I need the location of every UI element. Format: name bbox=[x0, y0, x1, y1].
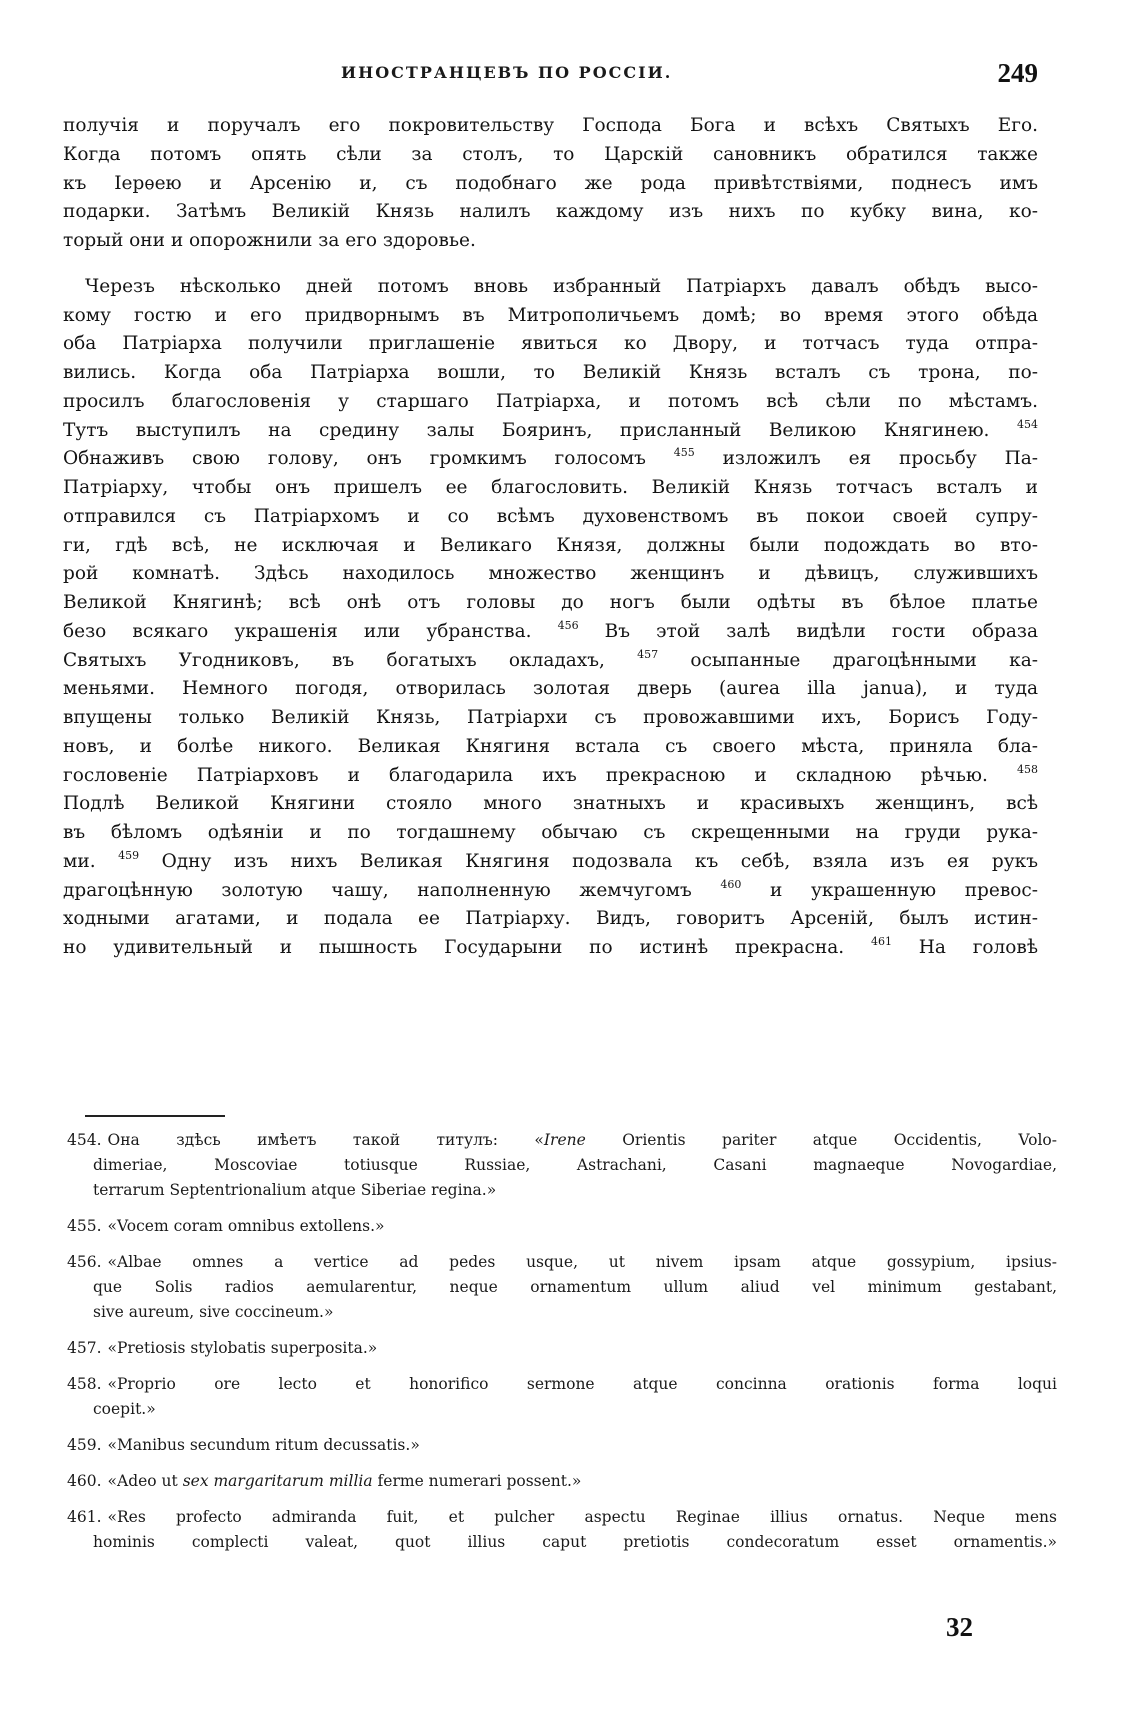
text-line: Подлѣ Великой Княгини стояло много знатныхъ и красивыхъ женщинъ, всѣ bbox=[63, 793, 1038, 815]
text-line: рой комнатѣ. Здѣсь находилось множество женщинъ и дѣвицъ, служившихъ bbox=[63, 563, 1038, 585]
footnote-line: dimeriae, Moscoviae totiusque Russiae, Astrachani, Casani magnaeque Novogardiae, bbox=[93, 1156, 1057, 1174]
text-line: Великой Княгинѣ; всѣ онѣ отъ головы до ногъ были одѣты въ бѣлое платье bbox=[63, 592, 1038, 613]
footnote-line: que Solis radios aemularentur, neque ornamentum ullum aliud vel minimum gestabant, bbox=[93, 1278, 1057, 1296]
text-line: Обнаживъ свою голову, онъ громкимъ голосомъ $^{455}$ изложилъ ея просьбу Па- bbox=[63, 446, 1039, 470]
text-line: безо всякаго украшенія или убранства. $^{456}$ Въ этой залѣ видѣли гости образа bbox=[63, 618, 1038, 642]
footnote-number: 457. bbox=[67, 1339, 102, 1357]
text-line: ходными агатами, и подала ее Патріарху. Видъ, говоритъ Арсеній, былъ истин- bbox=[63, 908, 1038, 930]
footnote-459 bbox=[67, 1433, 1057, 1458]
footnote-line: 460. «Adeo ut sex margaritarum millia ferme numerari possent.» bbox=[67, 1472, 582, 1490]
text-line: Тутъ выступилъ на средину залы Бояринъ, присланный Великою Княгинею. $^{454}$ bbox=[63, 417, 1038, 441]
footnote-line: hominis complecti valeat, quot illius caput pretiotis condecoratum esset ornamentis.» bbox=[93, 1533, 1057, 1551]
text-line: Когда потомъ опять сѣли за столъ, то Царскій сановникъ обратился также bbox=[63, 143, 1038, 165]
text-line: оба Патріарха получили приглашеніе явиться ко Двору, и тотчасъ туда отпра- bbox=[63, 333, 1038, 355]
footnote-ref-459[interactable]: 459 bbox=[118, 848, 140, 862]
text-line: но удивительный и пышность Государыни по истинѣ прекрасна. $^{461}$ На головѣ bbox=[63, 935, 1038, 958]
text-line: подарки. Затѣмъ Великій Князь налилъ каждому изъ нихъ по кубку вина, ко- bbox=[63, 201, 1038, 223]
footnote-line: 454. Она здѣсь имѣетъ такой титулъ: «Irene Orientis pariter atque Occidentis, Volo- bbox=[67, 1131, 1057, 1149]
text-line: ми. $^{459}$ Одну изъ нихъ Великая Княгиня подозвала къ себѣ, взяла изъ ея рукъ bbox=[63, 848, 1038, 872]
text-line: гословеніе Патріарховъ и благодарила ихъ прекрасною и складною рѣчью. $^{458}$ bbox=[63, 762, 1038, 786]
footnote-line: 457. «Pretiosis stylobatis superposita.» bbox=[67, 1339, 378, 1357]
footnote-divider bbox=[85, 1115, 225, 1117]
paragraph bbox=[63, 112, 1038, 256]
text-line: отправился съ Патріархомъ и со всѣмъ духовенствомъ въ покои своей супру- bbox=[63, 505, 1038, 527]
footnote-ref-460[interactable]: 460 bbox=[720, 877, 742, 891]
footnote-ref-457[interactable]: 457 bbox=[637, 647, 659, 661]
footnote-457 bbox=[67, 1336, 1057, 1361]
footnote-458 bbox=[67, 1372, 1057, 1422]
footnote-454 bbox=[67, 1128, 1057, 1203]
footnote-ref-455[interactable]: 455 bbox=[673, 446, 695, 460]
footnote-number: 458. bbox=[67, 1375, 102, 1393]
body-text bbox=[63, 112, 1038, 963]
text-line: Святыхъ Угодниковъ, въ богатыхъ окладахъ, $^{457}$ осыпанные драгоцѣнными ка- bbox=[63, 647, 1038, 671]
footnote-number: 461. bbox=[67, 1508, 102, 1526]
footnote-456 bbox=[67, 1250, 1057, 1325]
text-line: просилъ благословенія у старшаго Патріарха, и потомъ всѣ сѣли по мѣстамъ. bbox=[63, 390, 1038, 412]
paragraph bbox=[63, 273, 1038, 963]
text-line: ги, гдѣ всѣ, не исключая и Великаго Князя, должны были подождать во вто- bbox=[63, 534, 1038, 556]
footnote-line: terrarum Septentrionalium atque Siberiae regina.» bbox=[93, 1181, 497, 1199]
footnote-461 bbox=[67, 1505, 1057, 1555]
text-line: драгоцѣнную золотую чашу, наполненную жемчугомъ $^{460}$ и украшенную превос- bbox=[63, 877, 1038, 901]
footnote-number: 459. bbox=[67, 1436, 102, 1454]
text-line: кому гостю и его придворнымъ въ Митрополичьемъ домѣ; во время этого обѣда bbox=[63, 304, 1038, 326]
text-line: Черезъ нѣсколько дней потомъ вновь избранный Патріархъ давалъ обѣдъ высо- bbox=[85, 275, 1038, 297]
running-head bbox=[63, 58, 1038, 92]
footnote-455 bbox=[67, 1214, 1057, 1239]
text-line: торый они и опорожнили за его здоровье. bbox=[63, 230, 476, 251]
text-line: вились. Когда оба Патріарха вошли, то Великій Князь всталъ съ трона, по- bbox=[63, 362, 1038, 383]
page-number: 249 bbox=[997, 58, 1038, 88]
text-line: къ Іерѳею и Арсенію и, съ подобнаго же рода привѣтствіями, поднесъ имъ bbox=[63, 172, 1038, 194]
footnote-line: 456. «Albae omnes a vertice ad pedes usque, ut nivem ipsam atque gossypium, ipsius- bbox=[67, 1253, 1057, 1271]
text-line: меньями. Немного погодя, отворилась золотая дверь (aurea illa janua), и туда bbox=[63, 678, 1038, 700]
footnote-ref-458[interactable]: 458 bbox=[1017, 762, 1038, 776]
text-line: впущены только Великій Князь, Патріархи съ провожавшими ихъ, Борисъ Году- bbox=[63, 707, 1038, 728]
footnote-line: sive aureum, sive coccineum.» bbox=[93, 1303, 334, 1321]
footnote-number: 455. bbox=[67, 1217, 102, 1235]
text-line: получія и поручалъ его покровительству Господа Бога и всѣхъ Святыхъ Его. bbox=[63, 115, 1038, 136]
footnote-ref-454[interactable]: 454 bbox=[1017, 417, 1038, 431]
footnote-460 bbox=[67, 1469, 1057, 1494]
footnote-number: 460. bbox=[67, 1472, 102, 1490]
footnote-ref-456[interactable]: 456 bbox=[557, 618, 579, 632]
text-line: Патріарху, чтобы онъ пришелъ ее благословить. Великій Князь тотчасъ всталъ и bbox=[63, 477, 1038, 498]
footnote-line: 459. «Manibus secundum ritum decussatis.» bbox=[67, 1436, 420, 1454]
footnote-number: 456. bbox=[67, 1253, 102, 1271]
text-line: въ бѣломъ одѣяніи и по тогдашнему обычаю съ скрещенными на груди рука- bbox=[63, 822, 1038, 843]
text-line: новъ, и болѣе никого. Великая Княгиня встала съ своего мѣста, приняла бла- bbox=[63, 735, 1038, 757]
footnote-line: 458. «Proprio ore lecto et honorifico sermone atque concinna orationis forma loqui bbox=[67, 1375, 1057, 1393]
running-title: ИНОСТРАНЦЕВЪ ПО РОССІИ. bbox=[341, 63, 673, 82]
footnote-ref-461[interactable]: 461 bbox=[870, 935, 892, 948]
footnote-line: 461. «Res profecto admiranda fuit, et pulcher aspectu Reginae illius ornatus. Neque mens bbox=[67, 1508, 1057, 1526]
footnotes bbox=[67, 1128, 1057, 1566]
footnote-number: 454. bbox=[67, 1131, 102, 1149]
footnote-line: coepit.» bbox=[93, 1400, 156, 1418]
footnote-line: 455. «Vocem coram omnibus extollens.» bbox=[67, 1217, 385, 1235]
signature-mark: 32 bbox=[946, 1612, 973, 1642]
